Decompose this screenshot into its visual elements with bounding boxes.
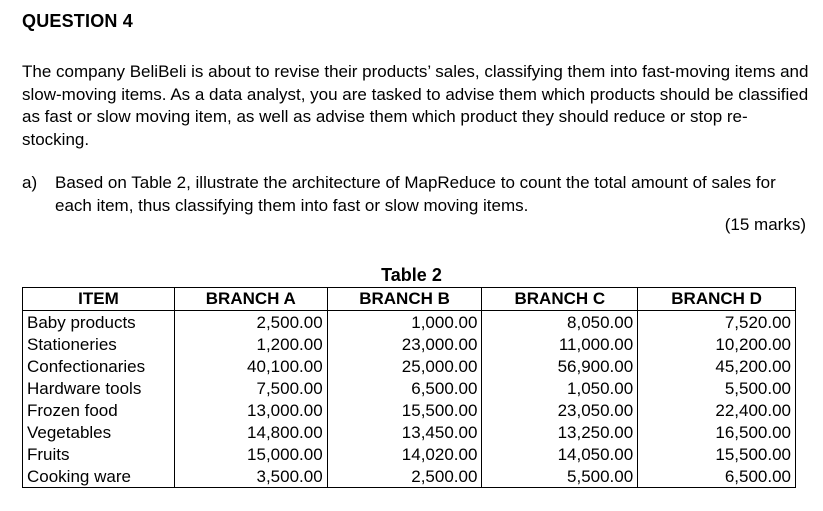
cell-branch-b: 6,500.00: [327, 377, 482, 399]
cell-branch-c: 1,050.00: [482, 377, 638, 399]
table-row: [23, 399, 796, 421]
cell-branch-a: 13,000.00: [174, 399, 327, 421]
table-header-row: [23, 288, 796, 311]
table-row: [23, 465, 796, 488]
sub-question-a-letter: a): [22, 173, 38, 192]
cell-branch-b: 15,500.00: [327, 399, 482, 421]
table-row: [23, 443, 796, 465]
cell-item: Baby products: [23, 311, 175, 334]
cell-branch-d: 6,500.00: [638, 465, 796, 488]
cell-item: Confectionaries: [23, 355, 175, 377]
cell-item: Frozen food: [23, 399, 175, 421]
cell-branch-a: 40,100.00: [174, 355, 327, 377]
cell-branch-b: 14,020.00: [327, 443, 482, 465]
cell-branch-a: 3,500.00: [174, 465, 327, 488]
sales-table: [22, 287, 796, 488]
table-row: [23, 355, 796, 377]
cell-branch-d: 22,400.00: [638, 399, 796, 421]
cell-branch-c: 8,050.00: [482, 311, 638, 334]
table-row: [23, 311, 796, 334]
cell-item: Fruits: [23, 443, 175, 465]
cell-branch-a: 7,500.00: [174, 377, 327, 399]
cell-branch-c: 11,000.00: [482, 333, 638, 355]
cell-branch-c: 56,900.00: [482, 355, 638, 377]
header-branch-a: BRANCH A: [174, 288, 327, 311]
cell-branch-a: 14,800.00: [174, 421, 327, 443]
cell-item: Hardware tools: [23, 377, 175, 399]
cell-branch-c: 5,500.00: [482, 465, 638, 488]
table-row: [23, 377, 796, 399]
header-branch-c: BRANCH C: [482, 288, 638, 311]
header-item: ITEM: [23, 288, 175, 311]
cell-item: Vegetables: [23, 421, 175, 443]
question-heading: QUESTION 4: [22, 11, 134, 31]
cell-branch-b: 2,500.00: [327, 465, 482, 488]
question-intro-paragraph: The company BeliBeli is about to revise their products’ sales, classifying them into fast-moving items and slow-moving items. As a data analyst, you are tasked to advise them which products should be classified as fast or slow moving item, as well as advise them which product they should reduce or stop re-stocking.: [22, 62, 809, 149]
cell-branch-c: 23,050.00: [482, 399, 638, 421]
table-caption: Table 2: [381, 265, 442, 285]
cell-branch-d: 16,500.00: [638, 421, 796, 443]
cell-item: Cooking ware: [23, 465, 175, 488]
cell-branch-b: 25,000.00: [327, 355, 482, 377]
cell-branch-a: 2,500.00: [174, 311, 327, 334]
cell-item: Stationeries: [23, 333, 175, 355]
sub-question-a: [22, 172, 812, 217]
cell-branch-d: 45,200.00: [638, 355, 796, 377]
cell-branch-b: 13,450.00: [327, 421, 482, 443]
cell-branch-d: 10,200.00: [638, 333, 796, 355]
cell-branch-b: 1,000.00: [327, 311, 482, 334]
cell-branch-c: 13,250.00: [482, 421, 638, 443]
table-row: [23, 333, 796, 355]
cell-branch-a: 15,000.00: [174, 443, 327, 465]
cell-branch-d: 15,500.00: [638, 443, 796, 465]
header-branch-b: BRANCH B: [327, 288, 482, 311]
table-row: [23, 421, 796, 443]
cell-branch-a: 1,200.00: [174, 333, 327, 355]
sub-question-a-text: Based on Table 2, illustrate the architecture of MapReduce to count the total amount of sales for each item, thus classifying them into fast or slow moving items.: [55, 173, 776, 215]
marks-label: (15 marks): [724, 215, 806, 234]
cell-branch-c: 14,050.00: [482, 443, 638, 465]
cell-branch-b: 23,000.00: [327, 333, 482, 355]
cell-branch-d: 5,500.00: [638, 377, 796, 399]
cell-branch-d: 7,520.00: [638, 311, 796, 334]
header-branch-d: BRANCH D: [638, 288, 796, 311]
